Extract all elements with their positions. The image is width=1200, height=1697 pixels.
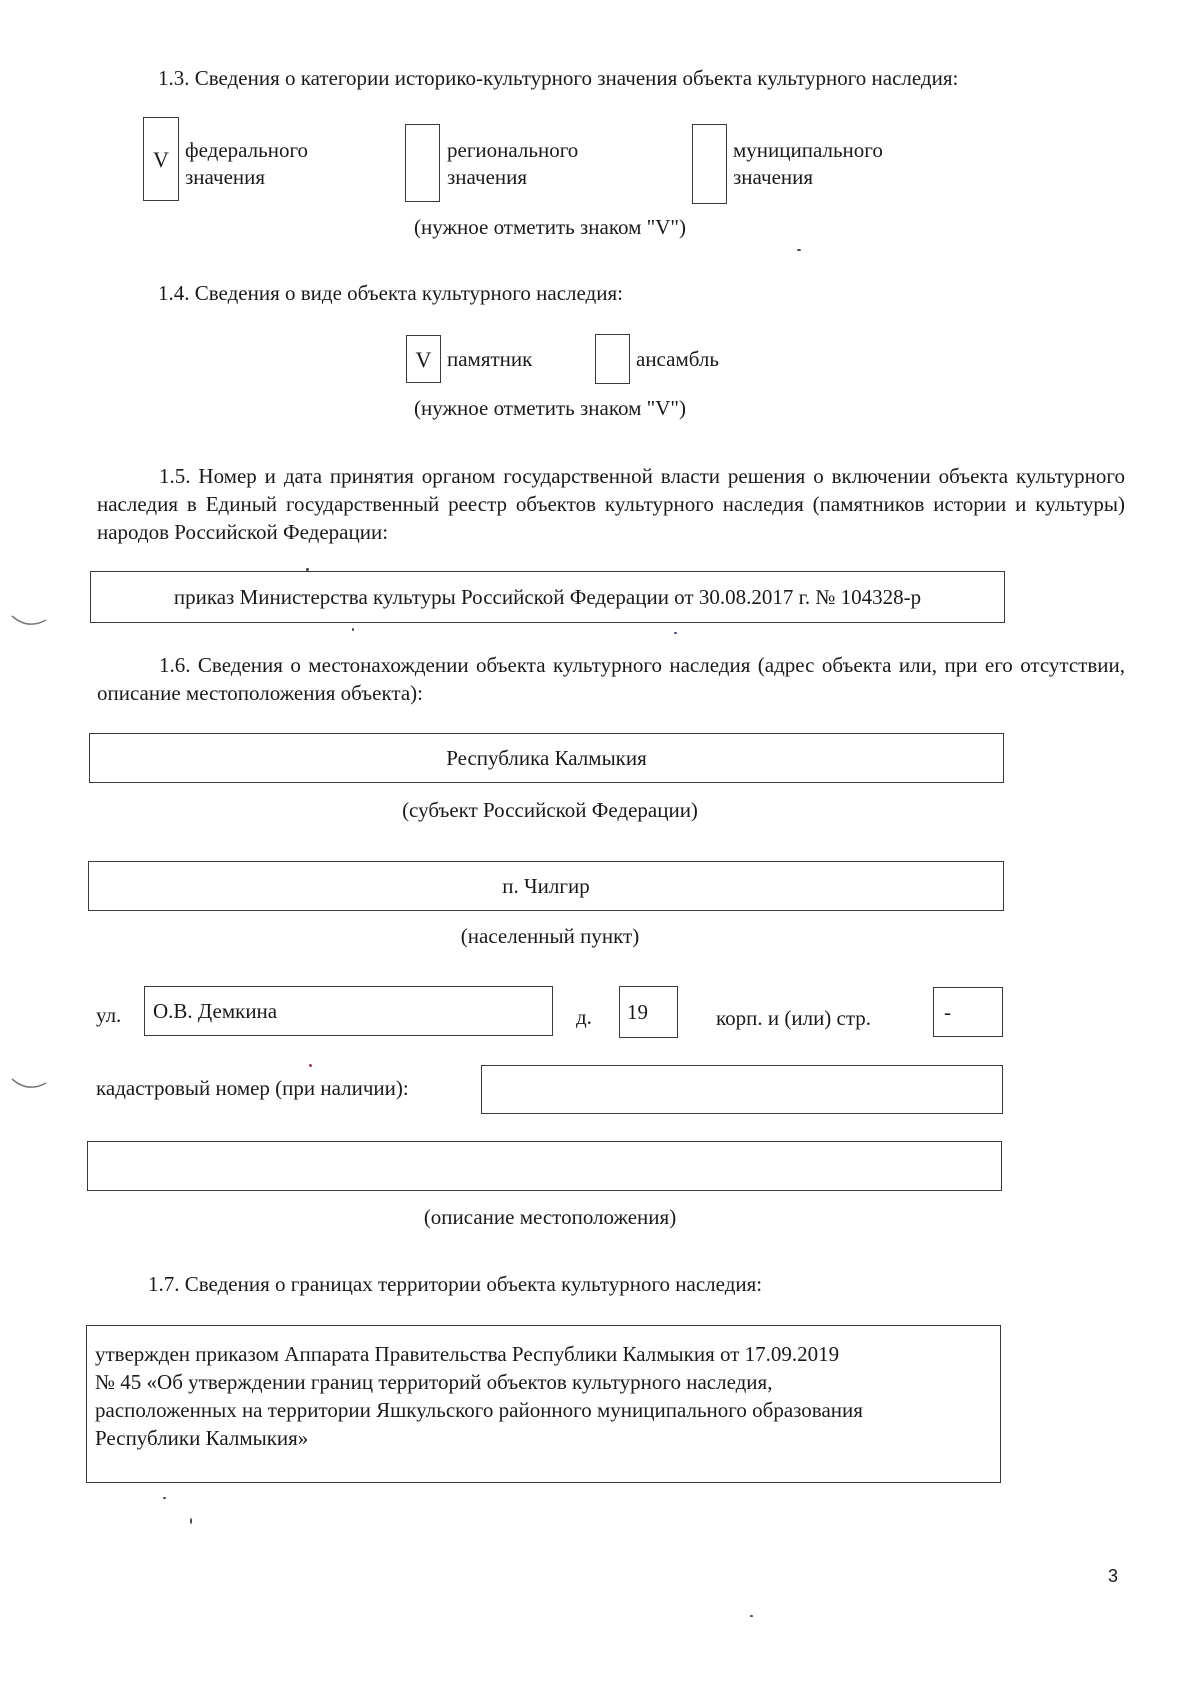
federal-checkbox[interactable]: V (143, 117, 179, 201)
regional-label-line1: регионального (447, 138, 579, 162)
location-description-field[interactable] (87, 1141, 1002, 1191)
registry-decision-field[interactable] (90, 571, 1005, 623)
ensemble-label: ансамбль (636, 347, 719, 371)
regional-checkbox[interactable] (405, 124, 440, 202)
section-1-4-note: (нужное отметить знаком "V") (414, 396, 686, 420)
registry-decision-value: приказ Министерства культуры Российской Федерации от 30.08.2017 г. № 104328-р (173, 585, 922, 609)
settlement-value: п. Чилгир (502, 874, 590, 898)
section-1-4-heading: 1.4. Сведения о виде объекта культурного наследия: (158, 281, 623, 305)
section-1-3-note: (нужное отметить знаком "V") (414, 215, 686, 239)
territory-line-1: утвержден приказом Аппарата Правительства Республики Калмыкия от 17.09.2019 (95, 1342, 840, 1366)
settlement-caption: (населенный пункт) (460, 924, 640, 948)
municipal-label-line1: муниципального (733, 138, 883, 162)
monument-checkbox[interactable]: V (406, 335, 441, 383)
section-1-3-heading: 1.3. Сведения о категории историко-культурного значения объекта культурного наследия: (158, 66, 959, 90)
subject-field[interactable] (89, 733, 1004, 783)
house-field[interactable] (619, 986, 678, 1038)
regional-label-line2: значения (447, 165, 528, 189)
page-number: 3 (1108, 1566, 1119, 1586)
territory-line-2: № 45 «Об утверждении границ территорий объектов культурного наследия, (95, 1370, 773, 1394)
federal-label-line1: федерального (185, 138, 309, 162)
section-1-7-heading: 1.7. Сведения о границах территории объекта культурного наследия: (148, 1272, 763, 1296)
building-value: - (944, 1000, 951, 1024)
house-value: 19 (627, 1000, 648, 1024)
section-1-5-heading: 1.5. Номер и дата принятия органом государственной власти решения о включении объекта культурного наследия в Единый государственный реестр объектов культурного наследия (памятников истории и культуры) народов Российской Федерации: (97, 464, 1125, 544)
building-label: корп. и (или) стр. (716, 1006, 872, 1030)
building-field[interactable] (933, 987, 1003, 1037)
territory-line-4: Республики Калмыкия» (95, 1426, 309, 1450)
street-label: ул. (96, 1003, 122, 1027)
location-caption: (описание местоположения) (423, 1205, 677, 1229)
municipal-checkbox[interactable] (692, 124, 727, 204)
punch-hole-mark-upper (10, 610, 50, 630)
cadastral-field[interactable] (481, 1065, 1003, 1114)
section-1-6-heading: 1.6. Сведения о местонахождении объекта культурного наследия (адрес объекта или, при его отсутствии, описание местоположения объекта): (97, 653, 1125, 705)
municipal-label-line2: значения (733, 165, 814, 189)
subject-value: Республика Калмыкия (446, 746, 647, 770)
street-value: О.В. Демкина (153, 999, 278, 1023)
territory-line-3: расположенных на территории Яшкульского районного муниципального образования (95, 1398, 863, 1422)
cadastral-label: кадастровый номер (при наличии): (96, 1076, 409, 1100)
street-field[interactable] (144, 986, 553, 1036)
territory-boundaries-field[interactable] (86, 1325, 1001, 1483)
punch-hole-mark-lower (10, 1073, 50, 1093)
federal-label-line2: значения (185, 165, 266, 189)
monument-label: памятник (447, 347, 533, 371)
subject-caption: (субъект Российской Федерации) (402, 798, 698, 822)
ensemble-checkbox[interactable] (595, 334, 630, 384)
house-label: д. (576, 1005, 592, 1029)
settlement-field[interactable] (88, 861, 1004, 911)
